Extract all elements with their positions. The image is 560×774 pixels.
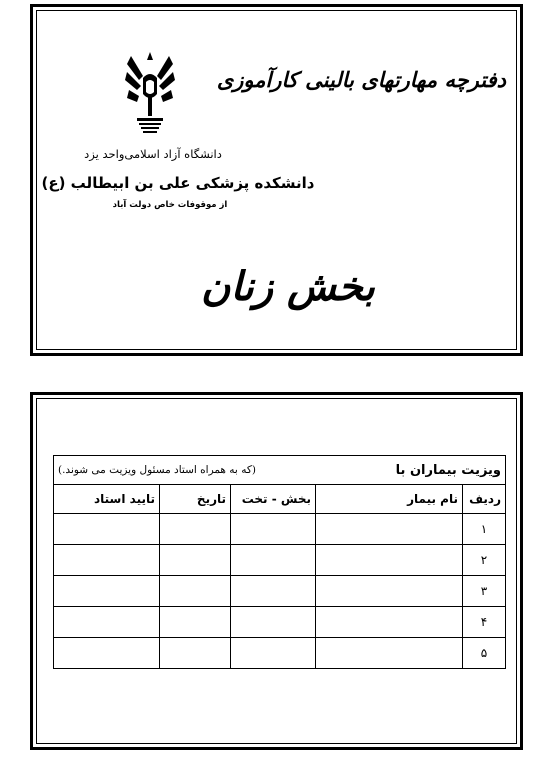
date-cell[interactable] [160, 638, 231, 669]
ward-bed-cell[interactable] [231, 545, 316, 576]
row-number: ۳ [463, 576, 506, 607]
patient-name-cell[interactable] [316, 638, 463, 669]
table-note: (که به همراه استاد مسئول ویزیت می شوند.) [58, 464, 256, 476]
column-header-instructor-approval: تایید استاد [54, 485, 160, 514]
ward-bed-cell[interactable] [231, 638, 316, 669]
column-header-row-number: ردیف [463, 485, 506, 514]
table-row [54, 638, 506, 669]
ward-bed-cell[interactable] [231, 607, 316, 638]
faculty-name: دانشکده پزشکی علی بن ابیطالب (ع) [41, 174, 315, 192]
column-header-patient-name: نام بیمار [316, 485, 463, 514]
row-number: ۲ [463, 545, 506, 576]
column-header-ward-bed: بخش - تخت [231, 485, 316, 514]
university-logo [125, 50, 175, 136]
table-row [54, 514, 506, 545]
endowment-note: از موقوفات خاص دولت آباد [112, 200, 228, 210]
approval-cell[interactable] [54, 545, 160, 576]
patient-name-cell[interactable] [316, 545, 463, 576]
date-cell[interactable] [160, 576, 231, 607]
ward-bed-cell[interactable] [231, 576, 316, 607]
ward-title: بخش زنان [201, 263, 375, 310]
booklet-title: دفترچه مهارتهای بالینی کارآموزی [216, 67, 506, 92]
date-cell[interactable] [160, 545, 231, 576]
table-title: ویزیت بیماران با [395, 462, 501, 478]
row-number: ۴ [463, 607, 506, 638]
ward-bed-cell[interactable] [231, 514, 316, 545]
row-number: ۵ [463, 638, 506, 669]
approval-cell[interactable] [54, 607, 160, 638]
row-number: ۱ [463, 514, 506, 545]
table-header-row [54, 485, 506, 514]
approval-cell[interactable] [54, 576, 160, 607]
date-cell[interactable] [160, 514, 231, 545]
cover-page [30, 4, 523, 356]
table-row [54, 545, 506, 576]
patient-visit-table [53, 455, 506, 669]
column-header-date: تاریخ [160, 485, 231, 514]
table-row [54, 576, 506, 607]
approval-cell[interactable] [54, 638, 160, 669]
patient-name-cell[interactable] [316, 576, 463, 607]
university-name: دانشگاه آزاد اسلامی‌واحد یزد [84, 147, 222, 161]
table-row [54, 607, 506, 638]
patient-name-cell[interactable] [316, 607, 463, 638]
visit-form-page [30, 392, 523, 750]
patient-name-cell[interactable] [316, 514, 463, 545]
date-cell[interactable] [160, 607, 231, 638]
table-caption-row [54, 456, 506, 485]
approval-cell[interactable] [54, 514, 160, 545]
